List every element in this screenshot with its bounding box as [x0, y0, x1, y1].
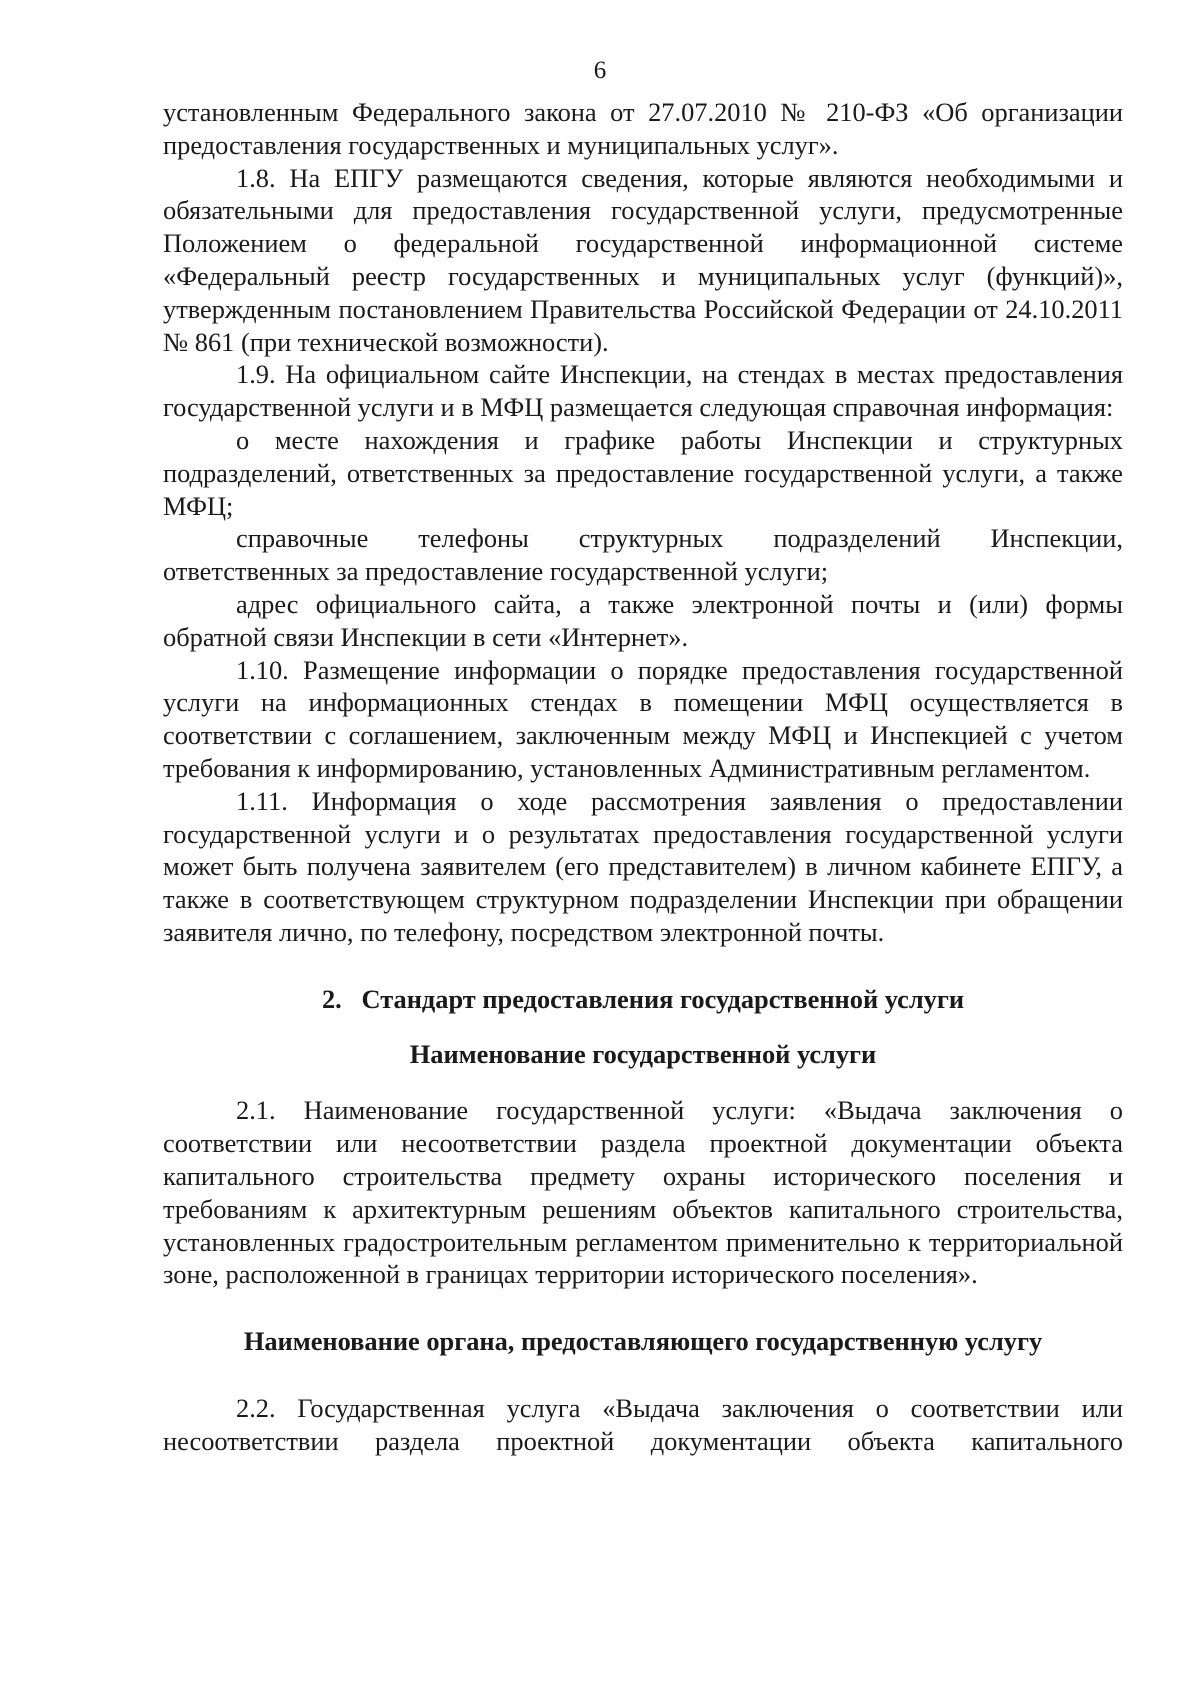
section-heading: 2. Стандарт предоставления государственной услуги — [321, 983, 965, 1014]
paragraph-1-8: 1.8. На ЕПГУ размещаются сведения, которые являются необходимыми и обязательными для предоставления государственной услуги, предусмотренные Положением о федеральной государственной информационной системе «Федеральный реестр государственных и муниципальных услуг (функций)», утвержденным постановлением Правительства Российской Федерации от 24.10.2011 № 861 (при технической возможности). — [163, 162, 1123, 357]
paragraph-2-1: 2.1. Наименование государственной услуги: «Выдача заключения о соответствии или несоответствии раздела проектной документации объекта капитального строительства предмету охраны исторического поселения и требованиям к архитектурным решениям объектов капитального строительства, установленных градостроительным регламентом применительно к территориальной зоне, расположенной в границах территории исторического поселения». — [163, 1095, 1123, 1290]
spacer — [163, 1070, 1123, 1094]
paragraph-continuation: установленным Федерального закона от 27.07.2010 № 210-ФЗ «Об организации предоставления государственных и муниципальных услуг». — [163, 97, 1123, 160]
spacer — [163, 949, 1123, 983]
list-item-location: о месте нахождения и графике работы Инспекции и структурных подразделений, ответственных за предоставление государственной услуги, а также МФЦ; — [163, 424, 1123, 521]
subheading-authority-name: Наименование органа, предоставляющего государственную услугу — [243, 1326, 1043, 1357]
spacer — [163, 1358, 1123, 1392]
page-number: 6 — [593, 57, 607, 84]
paragraph-1-9: 1.9. На официальном сайте Инспекции, на стендах в местах предоставления государственной услуги и в МФЦ размещается следующая справочная информация: — [163, 359, 1123, 423]
list-item-website: адрес официального сайта, а также электронной почты и (или) формы обратной связи Инспекции в сети «Интернет». — [163, 588, 1123, 652]
spacer — [163, 1016, 1123, 1038]
paragraph-1-10: 1.10. Размещение информации о порядке предоставления государственной услуги на информационных стендах в помещении МФЦ осуществляется в соответствии с соглашением, заключенным между МФЦ и Инспекцией с учетом требования к информированию, установленных Административным регламентом. — [163, 654, 1123, 783]
spacer — [163, 1291, 1123, 1325]
paragraph-2-2: 2.2. Государственная услуга «Выдача заключения о соответствии или несоответствии раздела проектной документации объекта капитального — [163, 1392, 1123, 1456]
document-body — [163, 96, 1123, 1457]
list-item-phones: справочные телефоны структурных подразделений Инспекции, ответственных за предоставление государственной услуги; — [163, 523, 1123, 587]
subheading-service-name: Наименование государственной услуги — [409, 1038, 877, 1069]
paragraph-1-11: 1.11. Информация о ходе рассмотрения заявления о предоставлении государственной услуги и о результатах предоставления государственной услуги может быть получена заявителем (его представителем) в личном кабинете ЕПГУ, а также в соответствующем структурном подразделении Инспекции при обращении заявителя лично, по телефону, посредством электронной почты. — [163, 785, 1123, 947]
